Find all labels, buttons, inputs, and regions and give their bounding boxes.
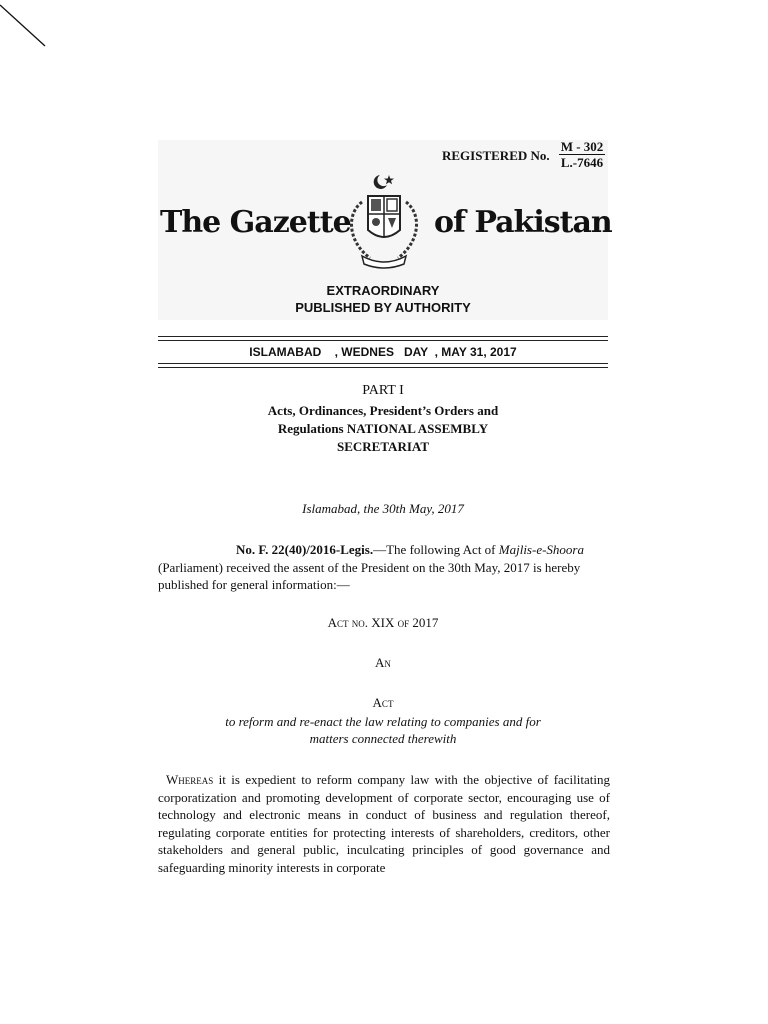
preamble-whereas: Whereas	[166, 772, 214, 787]
registration-number-top: M - 302	[560, 139, 604, 154]
registration-number-bottom: L.-7646	[560, 155, 604, 170]
pakistan-state-emblem-icon	[340, 172, 428, 272]
gazette-subtitle-authority: PUBLISHED BY AUTHORITY	[295, 300, 471, 315]
corner-line	[0, 0, 50, 50]
notification-number: No. F. 22(40)/2016-Legis.	[236, 542, 374, 557]
preamble-text: it is expedient to reform company law with the objective of facilitating corporatization and promoting development of corporate sector, encouraging use of technology and electronic means in conduct of business and regulation thereof, regulating corporate entities for protecting interests of shareholders, creditors, other stakeholders and general public, inculcating principles of good governance and safeguarding minority interests in corporate	[158, 772, 610, 875]
registration-label: REGISTERED No.	[442, 148, 550, 163]
act-title: Act	[372, 695, 394, 710]
gazette-title-right: of Pakistan	[434, 205, 612, 240]
place-date: Islamabad, the 30th May, 2017	[302, 501, 464, 516]
part-heading-line3: SECRETARIAT	[337, 439, 429, 454]
dateline: ISLAMABAD , WEDNES DAY , MAY 31, 2017	[249, 345, 517, 359]
bottom-rule-1	[158, 363, 608, 364]
part-heading-line1: Acts, Ordinances, President’s Orders and	[267, 403, 499, 418]
notification-line2: (Parliament) received the assent of the President on the 30th May, 2017 is hereby	[158, 559, 581, 575]
act-purpose-line2: matters connected therewith	[309, 731, 457, 746]
act-purpose	[158, 713, 608, 747]
notification-paragraph	[158, 541, 610, 594]
part-heading	[158, 402, 608, 456]
top-rule-2	[158, 340, 608, 341]
registration-fraction	[559, 139, 605, 171]
notification-line3: published for general information:—	[158, 577, 350, 592]
part-label: PART I	[362, 383, 404, 398]
majlis-e-shoora: Majlis-e-Shoora	[498, 542, 584, 557]
gazette-title-left: The Gazette	[160, 205, 351, 240]
act-an: An	[375, 655, 391, 670]
part-heading-line2: Regulations NATIONAL ASSEMBLY	[277, 421, 489, 436]
notification-text: —The following Act of	[373, 542, 499, 557]
act-number: Act no. XIX of 2017	[327, 615, 439, 630]
gazette-subtitle-extraordinary: EXTRAORDINARY	[326, 283, 440, 298]
preamble-paragraph	[158, 771, 610, 876]
act-purpose-line1: to reform and re-enact the law relating to companies and for	[225, 714, 541, 729]
top-rule-1	[158, 336, 608, 337]
bottom-rule-2	[158, 367, 608, 368]
